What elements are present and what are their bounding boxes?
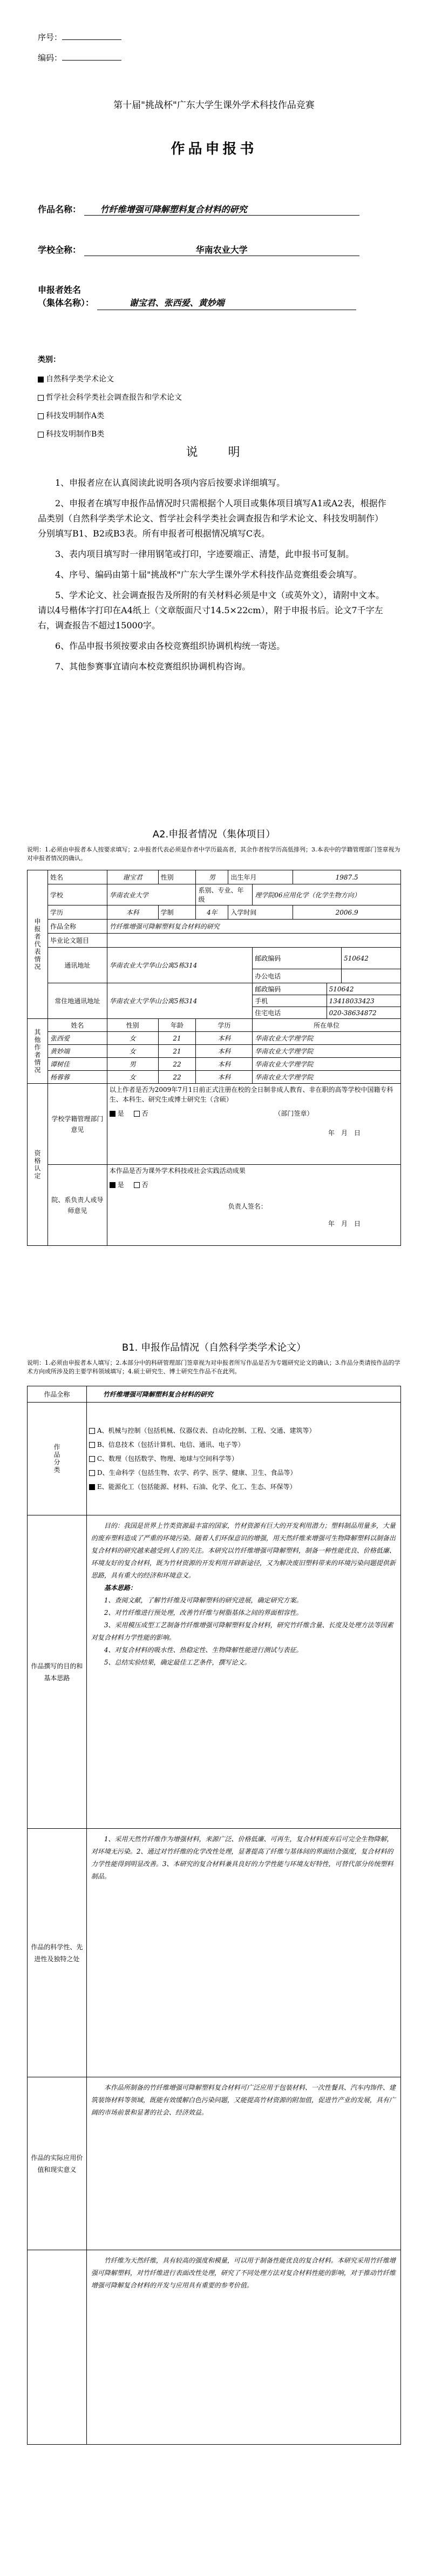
b1-final-cell — [86, 2250, 400, 2445]
b1-table — [27, 1386, 401, 2445]
code-field — [38, 52, 121, 63]
b1-advance-text: 1、采用天然竹纤维作为增强材料，来源广泛、价格低廉、可再生，复合材料废弃后可完全生物降解，对环境无污染。2、通过对竹纤维的化学改性处理，显著提高了纤维与基体间的界面结合强度，复合材料的力学性能得到明显改善。3、本研究的复合材料兼具良好的力学性能与环境友好特性，可替代部分传统塑料制品。 — [91, 1835, 393, 1880]
checkbox-icon — [38, 432, 44, 438]
other-unit: 华南农业大学理学院 — [253, 1032, 401, 1045]
cell-label: 办公电话 — [253, 969, 342, 983]
b1-value-text: 本作品所制备的竹纤维增强可降解塑料复合材料可广泛应用于包装材料、一次性餐具、汽车内饰件、建筑装饰材料等领域，既能有效缓解白色污染问题，又能提高竹材资源的附加值，促进竹产业的发展，具有广阔的市场前景和显著的社会、经济效益。 — [91, 2084, 396, 2116]
checkbox-icon — [89, 1470, 95, 1476]
a2-title: A2.申报者情况（集体项目） — [152, 829, 276, 840]
other-name: 黄妙端 — [47, 1045, 107, 1058]
b1-approach-item: 3、采用模压成型工艺制备竹纤维增强可降解塑料复合材料，研究竹纤维含量、长度及处理方法等因素对复合材料力学性能的影响。 — [91, 1621, 393, 1641]
instruction-item: 4、序号、编码由第十届"挑战杯"广东大学生课外学术科技作品竞赛组委会填写。 — [55, 569, 362, 580]
class-item[interactable]: B、信息技术（包括计算机、电信、通讯、电子等） — [89, 1438, 398, 1452]
a2-home-postcode: 510642 — [327, 983, 400, 995]
checkbox-icon — [89, 1442, 95, 1448]
category-item[interactable]: 科技发明制作B类 — [38, 425, 182, 444]
col-header: 年龄 — [158, 1019, 196, 1032]
cover-school — [38, 243, 359, 256]
b1-note: 说明：1.必须由申报者本人填写；2.本部分中的科研管理部门签章视为对申报者所写作品是否为专题研究论文的确认；3.作品分类请按作品的学术方向或所涉及的主要学科领域填写；4.硕士研究生、博士研究生作品不在此列。 — [27, 1359, 400, 1375]
checkbox-icon — [38, 395, 44, 401]
class-item[interactable]: D、生命科学（包括生物、农学、药学、医学、健康、卫生、食品等） — [89, 1466, 398, 1480]
cell-label: 入学时间 — [228, 905, 293, 920]
b1-advance-label: 作品的科学性、先进性及独特之处 — [28, 1829, 87, 2077]
checkbox-checked-icon[interactable] — [110, 1182, 116, 1188]
school-value: 华南农业大学 — [84, 243, 359, 256]
cell-label: 作品全称 — [28, 1386, 87, 1403]
cell-label: 邮政编码 — [253, 983, 327, 995]
a2-table — [27, 870, 401, 1246]
cell-label: 作品全称 — [47, 920, 107, 934]
cover-work-name — [38, 203, 359, 216]
confirm-row1-text: 以上作者是否为2009年7月1日前正式注册在校的全日制非成人教育、非在职的高等学校中国籍专科生、本科生、研究生或博士研究生（含硕） — [109, 1086, 393, 1103]
b1-approach-item: 4、对复合材料的吸水性、热稳定性、生物降解性能进行测试与表征。 — [104, 1646, 303, 1654]
col-header: 性别 — [107, 1019, 158, 1032]
a2-note: 说明：1.必须由申报者本人按要求填写；2.申报者代表必须是作者中学历最高者，其余作者按学历高低排列；3.本表中的学籍管理部门签章视为对申报者情况的确认。 — [27, 846, 400, 862]
a2-office-phone — [342, 969, 401, 983]
instruction-item: 1、申报者应在认真阅读此说明各项内容后按要求详细填写。 — [55, 478, 286, 488]
cell-label: 邮政编码 — [253, 948, 342, 969]
instruction-item: 2、申报者在填写申报作品情况时只需根据个人项目或集体项目填写A1或A2表，根据作品类别（自然科学类学术论文、哲学社会科学类社会调查报告和学术论文、科技发明制作）分别填写B1、B2或B3表。所有申报者可根据情况填写C表。 — [38, 498, 386, 539]
cell-label: 通讯地址 — [47, 948, 107, 983]
b1-approach-item: 2、对竹纤维进行预处理，改善竹纤维与树脂基体之间的界面相容性。 — [104, 1609, 303, 1616]
b1-purpose-cell — [86, 1515, 400, 1829]
checkbox-checked-icon[interactable] — [110, 1111, 116, 1117]
a2-postcode: 510642 — [342, 948, 401, 969]
instruction-item: 3、表内项目填写时一律用钢笔或打印，字迹要端正、清楚，此申报书可复制。 — [55, 549, 355, 559]
other-degree: 本科 — [196, 1058, 253, 1071]
cell-label: 学历 — [47, 905, 107, 920]
rep-side-label: 申报者代表情况 — [28, 870, 48, 1019]
checkbox-icon — [89, 1428, 95, 1434]
serial-label: 序号： — [38, 32, 63, 42]
a2-thesis — [107, 934, 400, 948]
cell-label: 住宅电话 — [253, 1007, 327, 1019]
rep-degree: 本科 — [107, 905, 158, 920]
rep-birth: 1987.5 — [293, 870, 401, 884]
rep-enroll: 2006.9 — [293, 905, 401, 920]
checkbox-icon[interactable] — [134, 1111, 140, 1117]
category-list — [38, 370, 182, 444]
other-name: 张西爱 — [47, 1032, 107, 1045]
confirm-row1-label: 学校学籍管理部门意见 — [47, 1084, 107, 1165]
code-line — [62, 60, 121, 61]
other-unit: 华南农业大学理学院 — [253, 1058, 401, 1071]
checkbox-checked-icon — [89, 1484, 95, 1490]
b1-value-label: 作品的实际应用价值和现实意义 — [28, 2077, 87, 2250]
serial-field — [38, 31, 121, 43]
confirm-row2-label: 院、系负责人或导师意见 — [47, 1165, 107, 1246]
other-degree: 本科 — [196, 1071, 253, 1084]
work-name-value: 竹纤维增强可降解塑料复合材料的研究 — [84, 203, 359, 216]
other-age: 22 — [158, 1071, 196, 1084]
b1-class-list — [86, 1403, 400, 1515]
col-header: 所在单位 — [253, 1019, 401, 1032]
instruction-item: 5、学术论文、社会调查报告及所附的有关材料必须是中文（或英外文），请附中文本。请以4号楷体字打印在A4纸上（文章版面尺寸14.5×22cm），附于申报书后。论文7千字左右，调查报告不超过15000字。 — [38, 590, 385, 630]
table-row — [28, 1045, 401, 1058]
checkbox-icon[interactable] — [134, 1182, 140, 1188]
a2-work-name: 竹纤维增强可降解塑料复合材料的研究 — [107, 920, 400, 934]
b1-approach-item: 1、查阅文献，了解竹纤维及可降解塑料的研究进展，确定研究方案。 — [104, 1596, 303, 1604]
confirm-side-label: 资格认定 — [28, 1084, 48, 1246]
school-label: 学校全称： — [38, 245, 81, 255]
instruction-item: 6、作品申报书须按要求由各校竞赛组织协调机构统一寄送。 — [55, 641, 286, 651]
b1-value-cell — [86, 2077, 400, 2250]
table-row — [28, 1032, 401, 1045]
b1-work-name: 竹纤维增强可降解塑料复合材料的研究 — [86, 1386, 400, 1403]
a2-home-phone: 020-38634872 — [329, 1009, 377, 1017]
other-age: 22 — [158, 1058, 196, 1071]
b1-title: B1. 申报作品情况（自然科学类学术论文） — [121, 1342, 307, 1353]
form-title: 作品申报书 — [171, 141, 257, 157]
others-side-label: 其他作者情况 — [28, 1019, 48, 1084]
instruction-item: 7、其他参赛事宜请向本校竞赛组织协调机构咨询。 — [55, 661, 251, 672]
rep-system: 4年 — [196, 905, 228, 920]
category-item[interactable]: 科技发明制作A类 — [38, 407, 182, 425]
other-name: 杨蓉蓉 — [47, 1071, 107, 1084]
other-degree: 本科 — [196, 1045, 253, 1058]
other-age: 21 — [158, 1045, 196, 1058]
checkbox-icon — [89, 1456, 95, 1462]
code-label: 编码： — [38, 53, 63, 63]
a2-mobile: 13418033423 — [327, 995, 400, 1007]
confirm-date: 年 月 日 — [328, 1220, 361, 1227]
confirm-date: 年 月 日 — [328, 1129, 361, 1137]
b1-empty-label — [28, 2250, 87, 2445]
instructions-list — [38, 475, 391, 680]
applicant-label: 申报者姓名 — [38, 285, 81, 295]
confirm-options: 是 否 （部门签章） — [110, 1109, 398, 1118]
rep-name: 谢宝君 — [107, 870, 158, 884]
checkbox-icon — [38, 413, 44, 419]
other-unit: 华南农业大学理学院 — [253, 1045, 401, 1058]
b1-advance-cell — [86, 1829, 400, 2077]
a2-mail-addr: 华南农业大学华山公寓5栋314 — [107, 948, 253, 983]
cell-label: 手机 — [253, 995, 327, 1007]
cell-label: 性别 — [158, 870, 196, 884]
category-label: 类别： — [38, 355, 60, 364]
checkbox-checked-icon — [38, 377, 44, 383]
serial-line — [62, 39, 121, 40]
applicants-value: 谢宝君、张西爱、黄妙端 — [97, 297, 356, 310]
cell-label: 毕业论文题目 — [47, 934, 107, 948]
contact-subtable — [253, 983, 400, 1018]
work-name-label: 作品名称： — [38, 204, 81, 214]
b1-final-text: 竹纤维为天然纤维，具有较高的强度和模量，可以用于制备性能优良的复合材料。本研究采用竹纤维增强可降解塑料，对竹纤维进行表面改性处理，研究了不同处理方法对复合材料性能的影响，对于推动竹纤维增强可降解复合材料的开发与应用具有重要的参考价值。 — [91, 2257, 396, 2289]
other-name: 谭树佳 — [47, 1058, 107, 1071]
confirm-stamp: （部门签章） — [274, 1110, 314, 1117]
cover-applicants — [38, 284, 356, 310]
category-item[interactable]: 自然科学类学术论文 — [38, 370, 182, 388]
cell-label: 姓名 — [47, 870, 107, 884]
other-age: 21 — [158, 1032, 196, 1045]
cell-label: 出生年月 — [228, 870, 293, 884]
table-row — [28, 1071, 401, 1084]
col-header: 姓名 — [47, 1019, 107, 1032]
category-item[interactable]: 哲学社会科学类社会调查报告和学术论文 — [38, 388, 182, 407]
cell-label: 学制 — [158, 905, 196, 920]
confirm-options: 是 否 — [110, 1180, 398, 1190]
confirm-sign: 负责人签名： — [228, 1203, 267, 1210]
other-degree: 本科 — [196, 1032, 253, 1045]
b1-purpose-text: 目的：我国是世界上竹类资源最丰富的国家，竹材资源有巨大的开发利用潜力；塑料制品用量多，大量的废弃塑料造成了严重的环境污染。随着人们环保意识的增强，用天然纤维来增强可生物降解塑料以制备出复合材料的研究越来越受到人们的关注。本研究以竹纤维增强可降解塑料，制备一种性能优良、价格低廉、环境友好的复合材料，既为竹材资源的开发利用开辟新途径，又为解决废旧塑料带来的环境污染问题提供新思路，具有重大的经济和环境意义。 — [91, 1522, 396, 1579]
other-unit: 华南农业大学理学院 — [253, 1071, 401, 1084]
class-item[interactable]: C、数理（包括数学、物理、地球与空间科学等） — [89, 1452, 398, 1466]
rep-gender: 男 — [196, 870, 228, 884]
other-gender: 男 — [107, 1058, 158, 1071]
other-gender: 女 — [107, 1071, 158, 1084]
col-header: 学历 — [196, 1019, 253, 1032]
rep-major: 理学院06应用化学（化学生物方向） — [253, 884, 401, 905]
class-item[interactable]: A、机械与控制（包括机械、仪器仪表、自动化控制、工程、交通、建筑等） — [89, 1424, 398, 1438]
a2-home-addr: 华南农业大学华山公寓5栋314 — [107, 983, 253, 1019]
cell-label: 常住地通讯地址 — [47, 983, 107, 1019]
b1-class-label: 作品分类 — [28, 1403, 87, 1515]
class-item[interactable]: E、能源化工（包括能源、材料、石油、化学、化工、生态、环保等） — [89, 1480, 398, 1494]
cell-label: 系别、专业、年级 — [196, 884, 253, 905]
confirm-row2-text: 本作品是否为课外学术科技或社会实践活动成果 — [109, 1167, 246, 1175]
other-gender: 女 — [107, 1045, 158, 1058]
confirm-row2-cell — [107, 1165, 400, 1246]
table-row — [28, 1058, 401, 1071]
competition-title: 第十届"挑战杯"广东大学生课外学术科技作品竞赛 — [113, 100, 315, 111]
b1-purpose-label: 作品撰写的目的和基本思路 — [28, 1515, 87, 1829]
rep-school: 华南农业大学 — [107, 884, 196, 905]
applicant-label-2: （集体名称）： — [38, 298, 94, 308]
b1-approach-title: 基本思路： — [104, 1584, 137, 1592]
other-gender: 女 — [107, 1032, 158, 1045]
cell-label: 学校 — [47, 884, 107, 905]
confirm-row1-cell — [107, 1084, 400, 1165]
b1-approach-item: 5、总结实验结果，确定最佳工艺条件，撰写论文。 — [104, 1659, 251, 1666]
instructions-title: 说 明 — [186, 446, 242, 459]
